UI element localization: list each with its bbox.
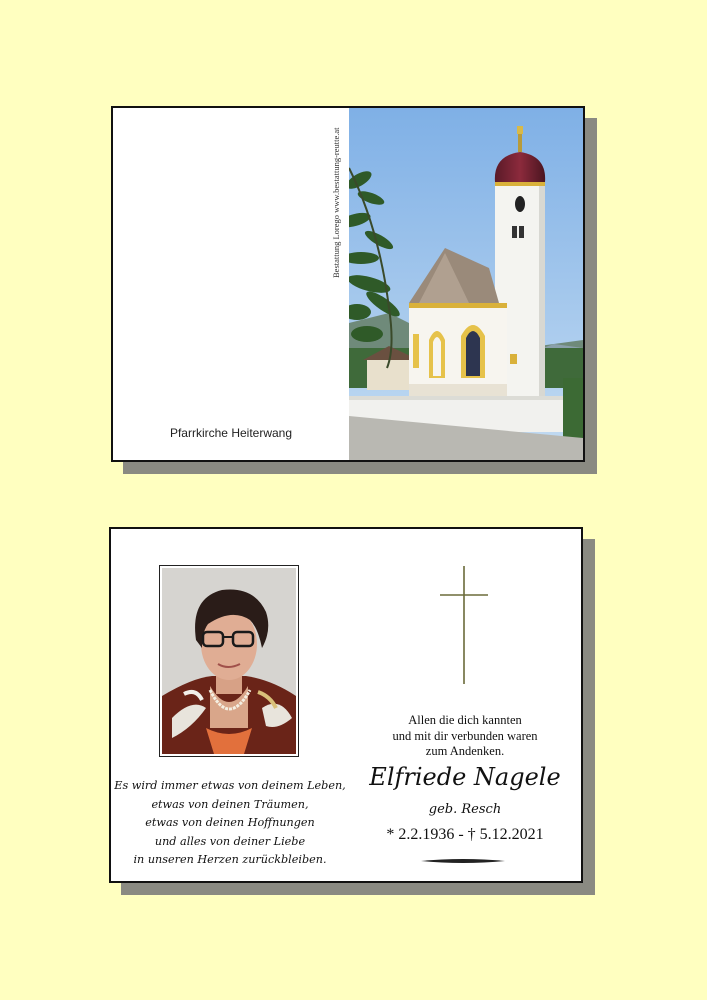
church-photo — [349, 108, 583, 460]
card-back-panel — [113, 108, 349, 460]
dedication-line: zum Andenken. — [425, 744, 505, 758]
poem-line: und alles von deiner Liebe — [154, 834, 306, 848]
cross-icon — [439, 566, 489, 686]
deceased-name: Elfriede Nagele — [369, 763, 561, 791]
card-front — [111, 106, 585, 462]
church-caption: Pfarrkirche Heiterwang — [169, 426, 293, 440]
maiden-name: geb. Resch — [428, 802, 502, 817]
poem-line: etwas von deinen Hoffnungen — [145, 816, 315, 829]
funeral-home-credit: Bestattung Lorego www.bestattung-reutte.at — [331, 127, 341, 278]
divider-ornament-icon — [421, 857, 505, 865]
card-inside — [109, 527, 583, 883]
poem-line: in unseren Herzen zurückbleiben. — [133, 853, 327, 866]
dedication-line: und mit dir verbunden waren — [392, 728, 538, 743]
dedication-line: Allen die dich kannten — [408, 713, 522, 727]
poem-line: etwas von deinen Träumen, — [151, 797, 309, 811]
dedication — [349, 713, 581, 760]
poem — [111, 777, 349, 870]
portrait-photo — [159, 565, 299, 757]
poem-line: Es wird immer etwas von deinem Leben, — [114, 779, 346, 792]
life-dates: * 2.2.1936 - † 5.12.2021 — [386, 826, 544, 843]
